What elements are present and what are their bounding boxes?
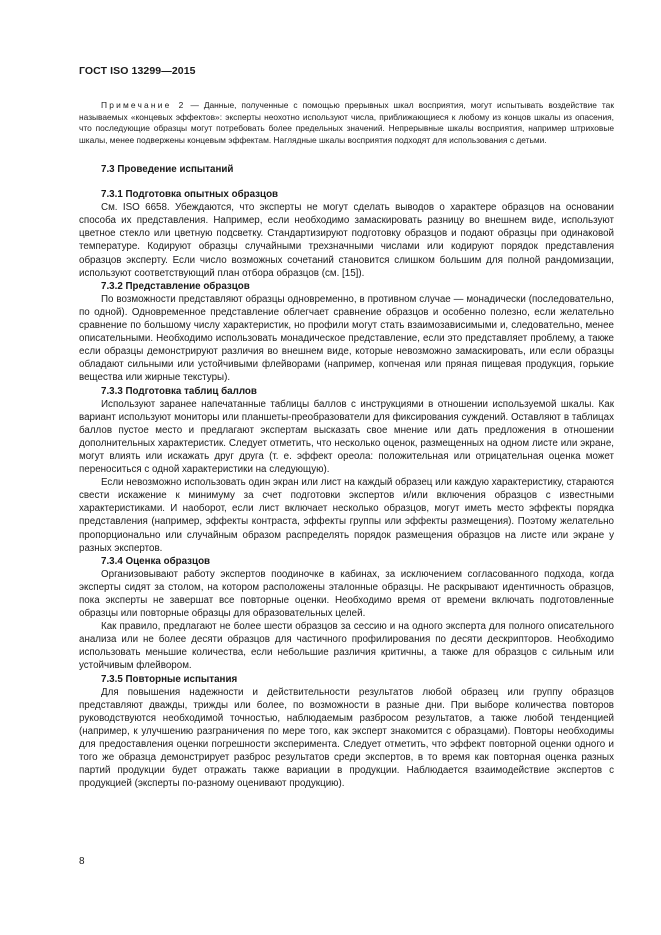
note-paragraph xyxy=(79,100,614,147)
note-label: Примечание 2 xyxy=(101,100,186,110)
note-text: — Данные, полученные с помощью прерывных шкал восприятия, могут испытывать воздействие так называемых «концевых эффектов»: эксперты неохотно используют числа, приближающиеся к любому из концов шкалы из опасения, что последующие образцы могут потребовать более предельных значений. Непрерывные шкалы восприятия, например штриховые шкалы, менее подвержены концевым эффектам. Наглядные шкалы восприятия подходят для использования с детьми. xyxy=(79,100,614,146)
document-code-header: ГОСТ ISO 13299—2015 xyxy=(79,65,196,77)
page-number: 8 xyxy=(79,856,85,867)
subsection-title-7-3-5: 7.3.5 Повторные испытания xyxy=(101,673,238,685)
subsection-title-7-3-4: 7.3.4 Оценка образцов xyxy=(101,555,211,567)
paragraph: См. ISO 6658. Убеждаются, что эксперты не могут сделать выводов о характере образцов на основании способа их представления. Например, если необходимо замаскировать разницу во внешнем виде, используют цветное стекло или цветную подсветку. Стандартизируют подготовку образцов и подают образцы при одинаковой температуре. Кодируют образцы случайными трехзначными числами или кодируют порядок представления образцов эксперту. Если число возможных сочетаний становится слишком большим для полной рандомизации, используют соответствующий план отбора образцов (см. [15]). xyxy=(79,202,614,279)
subsection-title-7-3-2: 7.3.2 Представление образцов xyxy=(101,280,250,292)
paragraph: Если невозможно использовать один экран или лист на каждый образец или каждую характеристику, стараются свести искажение к минимуму за счет подготовки экспертов и/или включения образцов с известными характеристиками. И наоборот, если лист включает несколько образцов, могут иметь место эффекты порядка представления (например, эффекты контраста, эффекты группы или эффекты размещения). Поэтому желательно пропорционально или случайным образом распределять порядок размещения образцов на листе или экране у разных экспертов. xyxy=(79,477,614,554)
subsection-title-7-3-1: 7.3.1 Подготовка опытных образцов xyxy=(101,189,279,201)
paragraph: Для повышения надежности и действительности результатов любой образец или группу образцов представляют дважды, трижды или более, по возможности в разные дни. При выборе количества повторов руководствуются необходимой точностью, наблюдаемым разбросом результатов, а также любой тенденцией (например, к улучшению разграничения по мере того, как эксперт знакомится с образцами). Повторы необходимы для предоставления оценки погрешности эксперимента. Следует отметить, что эффект повторной оценки одного и того же образца демонстрирует разброс результатов среди экспертов, в то время как повторная оценка разных партий продукции будет отражать также вариации в продукции. Наблюдается взаимодействие экспертов с продукцией (эксперты по-разному оценивают продукцию). xyxy=(79,686,614,790)
note-block xyxy=(79,100,614,147)
paragraph: По возможности представляют образцы одновременно, в противном случае — монадически (последовательно, по одной). Одновременное представление облегчает сравнение образцов и особенно полезно, если желательно сравнение по большому числу характеристик, но профили могут стать взаимозависимыми и, следовательно, менее описательными. Необходимо использовать монадическое представление, если это представляет проблему, а также если образцы демонстрируют различия во внешнем виде, которые невозможно замаскировать, или если образцы обладают сильными или устойчивыми флейворами (например, копченая или пряная пищевая продукция, горькие вещества или жирные текстуры). xyxy=(79,293,614,384)
paragraph: Организовывают работу экспертов поодиночке в кабинах, за исключением согласованного подхода, когда эксперты сидят за столом, на котором расположены эталонные образцы. Не раскрывают идентичность образцов, пока эксперты не завершат все повторные оценки. Необходимо время от времени включать подготовленные образцы или повторные образцы для образовательных целей. xyxy=(79,568,614,620)
main-text xyxy=(79,163,614,790)
paragraph: Как правило, предлагают не более шести образцов за сессию и на одного эксперта для полного описательного анализа или не более десяти образцов для частичного профилирования по десяти дескрипторов. Необходимо использовать меньшие количества, если небольшие различия критичны, а также для образцов с сильным или устойчивым флейвором. xyxy=(79,621,614,672)
subsection-title-7-3-3: 7.3.3 Подготовка таблиц баллов xyxy=(101,385,257,397)
paragraph: Используют заранее напечатанные таблицы баллов с инструкциями в отношении используемой шкалы. Как вариант используют мониторы или планшеты-преобразователи для фиксирования суждений. Оставляют в таблицах баллов пустое место и предлагают экспертам высказать свое мнение или дать предложения в отношении дополнительных характеристик. Следует отметить, что несколько оценок, размещенных на одном листе или экране, могут влиять или искажать друг друга (т. е. эффект ореола: положительная или отрицательная оценка может переноситься с одной характеристики на следующую). xyxy=(79,398,614,476)
section-title: 7.3 Проведение испытаний xyxy=(101,164,234,175)
